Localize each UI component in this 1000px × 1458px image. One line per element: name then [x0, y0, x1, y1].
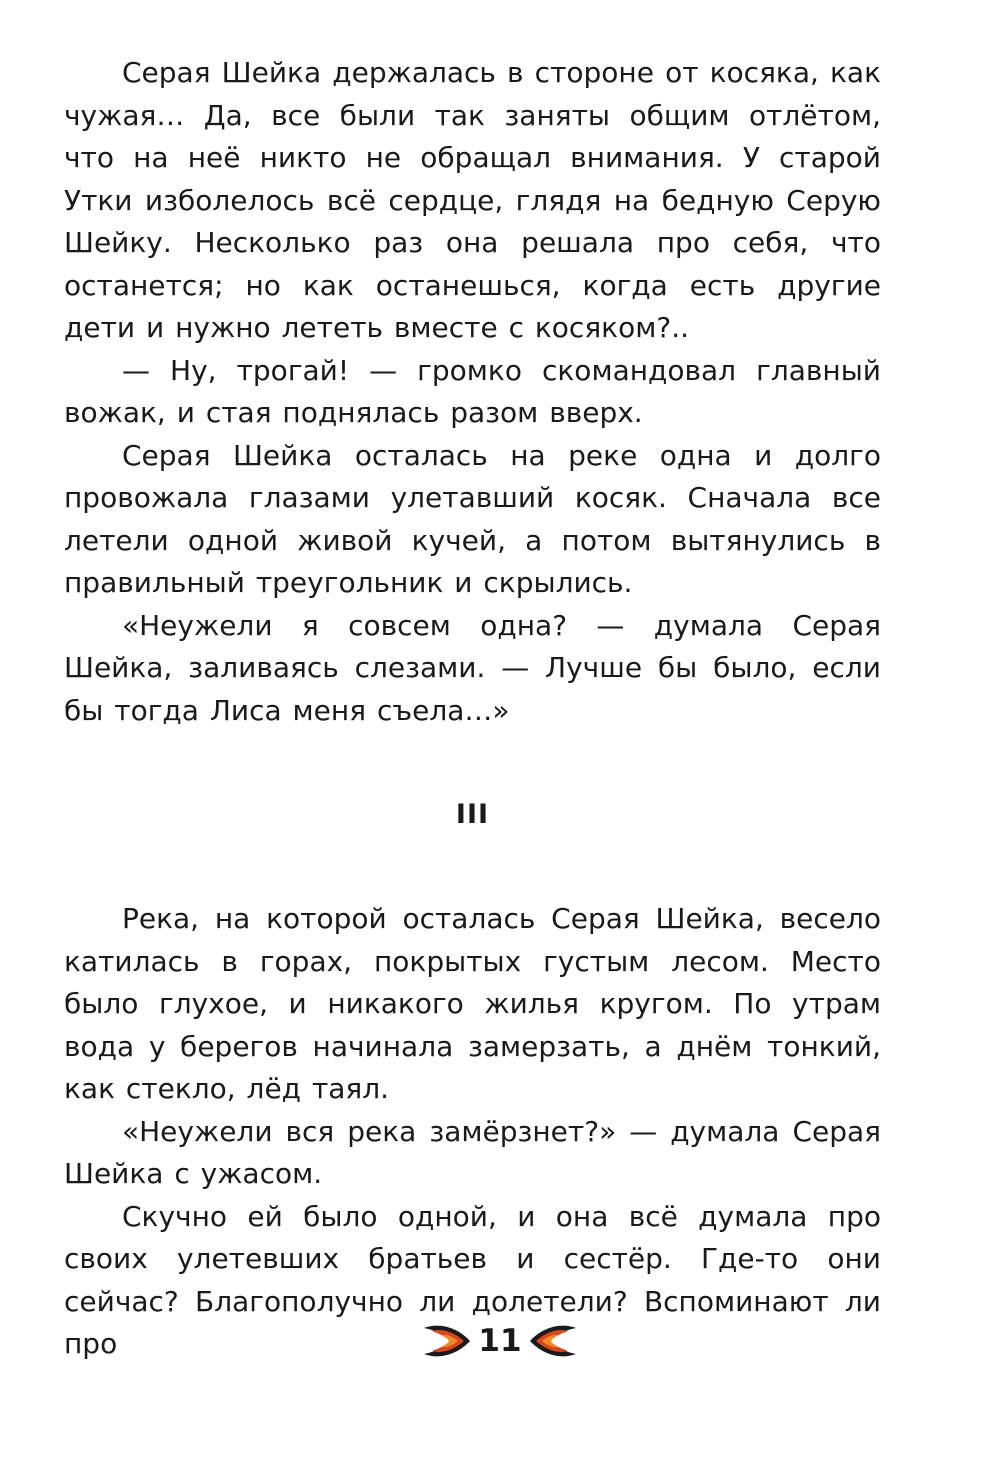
book-page	[64, 52, 881, 1366]
flourish-icon	[418, 1316, 474, 1366]
paragraph: «Неужели вся река замёрзнет?» — думала Серая Шейка с ужасом.	[64, 1114, 881, 1190]
page-number: 11	[478, 1323, 522, 1359]
paragraph: Серая Шейка осталась на реке одна и долго провожала глазами улетавший косяк. Сначала все летели одной живой кучей, а потом вытянулись в правильный треугольник и скрылись.	[64, 438, 881, 599]
paragraph: — Ну, трогай! — громко скомандовал главный вожак, и стая поднялась разом вверх.	[64, 353, 881, 429]
paragraph: «Неужели я совсем одна? — думала Серая Шейка, заливаясь слезами. — Лучше бы было, если бы тогда Лиса меня съела…»	[64, 608, 881, 727]
page-footer	[0, 1313, 1000, 1369]
paragraph: Серая Шейка держалась в стороне от косяка, как чужая… Да, все были так заняты общим отлётом, что на неё никто не обращал внимания. У старой Утки изболелось всё сердце, глядя на бедную Серую Шейку. Несколько раз она решала про себя, что останется; но как останешься, когда есть другие дети и нужно лететь вместе с косяком?..	[64, 56, 881, 344]
paragraph: Скучно ей было одной, и она всё думала про своих улетевших братьев и сестёр. Где-то они сейчас? Благополучно ли долетели? Вспоминают ли про	[64, 1199, 881, 1360]
flourish-icon	[526, 1316, 582, 1366]
paragraph: Река, на которой осталась Серая Шейка, весело катилась в горах, покрытых густым лесом. Место было глухое, и никакого жилья кругом. По утрам вода у берегов начинала замерзать, а днём тонкий, как стекло, лёд таял.	[64, 902, 881, 1105]
chapter-heading: III	[455, 799, 490, 830]
